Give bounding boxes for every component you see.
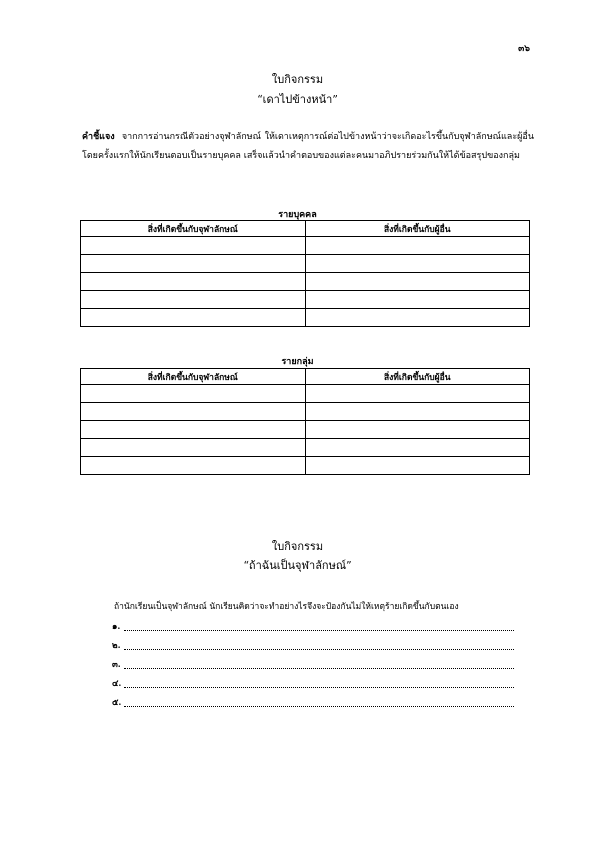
activity2-name: “ถ้าฉันเป็นจุฬาลักษณ์” — [243, 559, 352, 572]
table-row — [81, 273, 530, 291]
answer-lines — [112, 614, 514, 709]
page-number: ๓๖ — [518, 44, 530, 54]
answer-number: ๕. — [112, 698, 122, 708]
instructions-body: จากการอ่านกรณีตัวอย่างจุฬาลักษณ์ ให้เดาเหตุการณ์ต่อไปข้างหน้าว่าจะเกิดอะไรขึ้นกับจุฬาลักษณ์และผู้อื่น โดยครั้งแรกให้นักเรียนตอบเป็นรายบุคคล เสร็จแล้วนำคำตอบของแต่ละคนมาอภิปรายร่วมกันให้ได้ข้อสรุปของกลุ่ม — [82, 132, 534, 161]
table-cell[interactable] — [305, 273, 530, 291]
table-row — [81, 421, 530, 439]
answer-number: ๓. — [112, 660, 121, 670]
individual-table — [80, 220, 530, 327]
group-table — [80, 368, 530, 475]
table-cell[interactable] — [81, 237, 306, 255]
activity1-name: “เดาไปข้างหน้า” — [257, 93, 338, 106]
table-cell[interactable] — [81, 385, 306, 403]
answer-line[interactable] — [112, 633, 514, 652]
table-cell[interactable] — [81, 457, 306, 475]
table-cell[interactable] — [305, 439, 530, 457]
table-row — [81, 237, 530, 255]
dotted-line — [124, 660, 514, 669]
dotted-line — [124, 698, 514, 707]
table-cell[interactable] — [81, 403, 306, 421]
answer-line[interactable] — [112, 652, 514, 671]
table-cell[interactable] — [81, 421, 306, 439]
table-cell[interactable] — [305, 237, 530, 255]
answer-line[interactable] — [112, 671, 514, 690]
table-row — [81, 439, 530, 457]
table-cell[interactable] — [305, 309, 530, 327]
table-row — [81, 457, 530, 475]
answer-line[interactable] — [112, 690, 514, 709]
answer-number: ๒. — [112, 641, 121, 651]
table-cell[interactable] — [81, 309, 306, 327]
table-row — [81, 291, 530, 309]
table-cell[interactable] — [305, 421, 530, 439]
table-cell[interactable] — [81, 439, 306, 457]
table-cell[interactable] — [81, 273, 306, 291]
column-header: สิ่งที่เกิดขึ้นกับจุฬาลักษณ์ — [81, 221, 306, 237]
table-cell[interactable] — [305, 385, 530, 403]
instructions-lead: คำชี้แจง — [82, 132, 115, 142]
activity1-instructions — [82, 128, 534, 166]
table-cell[interactable] — [305, 291, 530, 309]
activity2-prompt: ถ้านักเรียนเป็นจุฬาลักษณ์ นักเรียนคิดว่าจะทำอย่างไรจึงจะป้องกันไม่ให้เหตุร้ายเกิดขึ้นกับตนเอง — [114, 602, 459, 612]
table-row — [81, 385, 530, 403]
answer-number: ๔. — [112, 679, 122, 689]
answer-number: ๑. — [112, 622, 121, 632]
table-row — [81, 255, 530, 273]
dotted-line — [124, 622, 514, 631]
table-row — [81, 403, 530, 421]
column-header: สิ่งที่เกิดขึ้นกับผู้อื่น — [305, 369, 530, 385]
dotted-line — [124, 641, 514, 650]
table-cell[interactable] — [305, 457, 530, 475]
activity1-label: ใบกิจกรรม — [271, 73, 324, 86]
table-cell[interactable] — [81, 291, 306, 309]
column-header: สิ่งที่เกิดขึ้นกับผู้อื่น — [305, 221, 530, 237]
table-cell[interactable] — [305, 255, 530, 273]
table-row — [81, 309, 530, 327]
individual-table-caption: รายบุคคล — [278, 210, 317, 220]
column-header: สิ่งที่เกิดขึ้นกับจุฬาลักษณ์ — [81, 369, 306, 385]
dotted-line — [124, 679, 514, 688]
table-cell[interactable] — [81, 255, 306, 273]
answer-line[interactable] — [112, 614, 514, 633]
group-table-caption: รายกลุ่ม — [281, 357, 314, 367]
activity2-label: ใบกิจกรรม — [271, 540, 324, 553]
table-header-row — [81, 221, 530, 237]
table-cell[interactable] — [305, 403, 530, 421]
table-header-row — [81, 369, 530, 385]
